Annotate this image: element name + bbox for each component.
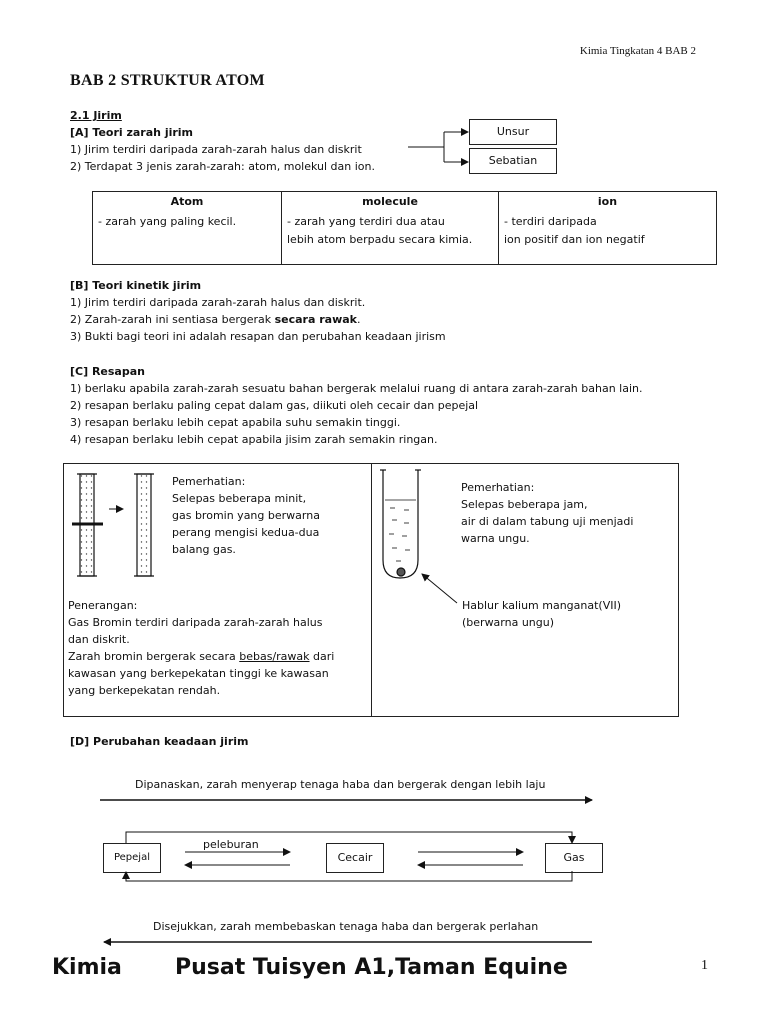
heating-label: Dipanaskan, zarah menyerap tenaga haba dan bergerak dengan lebih laju [135,778,546,791]
state-change-arrows [100,800,592,942]
melting-label: peleburan [203,838,259,851]
state-box-pepejal: Pepejal [103,843,161,873]
footer-subject: Kimia [52,955,122,980]
resapan-line-2: 2) resapan berlaku paling cepat dalam gas, diikuti oleh cecair dan pepejal [70,399,479,412]
subheading-resapan: [C] Resapan [70,365,145,378]
state-box-cecair: Cecair [326,843,384,873]
jirim-line-1: 1) Jirim terdiri daripada zarah-zarah halus dan diskrit [70,143,362,156]
table-header: Atom [93,192,282,213]
subheading-perubahan-keadaan: [D] Perubahan keadaan jirim [70,735,249,748]
section-heading-jirim: 2.1 Jirim [70,109,122,122]
sebatian-box: Sebatian [469,148,557,174]
bromine-observation: Pemerhatian: Selepas beberapa minit, gas bromin yang berwarna perang mengisi kedua-dua balang gas. [172,475,320,556]
table-header: ion [499,192,717,213]
bromine-explanation: Penerangan: Gas Bromin terdiri daripada zarah-zarah halus dan diskrit. Zarah bromin bergerak secara bebas/rawak dari kawasan yang berkepekatan tinggi ke kawasan yang berkepekatan rendah. [68,599,335,697]
resapan-line-1: 1) berlaku apabila zarah-zarah sesuatu bahan bergerak melalui ruang di antara zarah-zarah bahan lain. [70,382,643,395]
footer-centre: Pusat Tuisyen A1,Taman Equine [175,955,568,980]
permanganate-observation: Pemerhatian: Selepas beberapa jam, air di dalam tabung uji menjadi warna ungu. [461,481,634,545]
kinetik-line-2: 2) Zarah-zarah ini sentiasa bergerak secara rawak. [70,313,361,326]
table-cell: - zarah yang paling kecil. [93,212,282,265]
kinetik-line-3: 3) Bukti bagi teori ini adalah resapan dan perubahan keadaan jirism [70,330,446,343]
table-cell: - zarah yang terdiri dua atau lebih atom berpadu secara kimia. [282,212,499,265]
page-title: BAB 2 STRUKTUR ATOM [70,72,265,89]
jirim-line-2: 2) Terdapat 3 jenis zarah-zarah: atom, molekul dan ion. [70,160,375,173]
table-cell: - terdiri daripada ion positif dan ion negatif [499,212,717,265]
running-header: Kimia Tingkatan 4 BAB 2 [579,45,696,57]
cooling-label: Disejukkan, zarah membebaskan tenaga haba dan bergerak perlahan [153,920,539,933]
subheading-teori-zarah: [A] Teori zarah jirim [70,126,194,139]
page-number: 1 [701,958,708,973]
test-tube-icon [380,470,421,578]
state-box-gas: Gas [545,843,603,873]
resapan-line-3: 3) resapan berlaku lebih cepat apabila suhu semakin tinggi. [70,416,401,429]
crystal-label: Hablur kalium manganat(VII) (berwarna ungu) [462,599,622,629]
crystal-pointer-arrow [422,574,457,603]
resapan-line-4: 4) resapan berlaku lebih cepat apabila jisim zarah semakin ringan. [70,433,438,446]
subheading-teori-kinetik: [B] Teori kinetik jirim [70,279,202,292]
kinetik-line-1: 1) Jirim terdiri daripada zarah-zarah halus dan diskrit. [70,296,366,309]
table-header: molecule [282,192,499,213]
bromine-gas-jars [72,474,154,576]
unsur-box: Unsur [469,119,557,145]
classification-bracket [408,132,468,162]
